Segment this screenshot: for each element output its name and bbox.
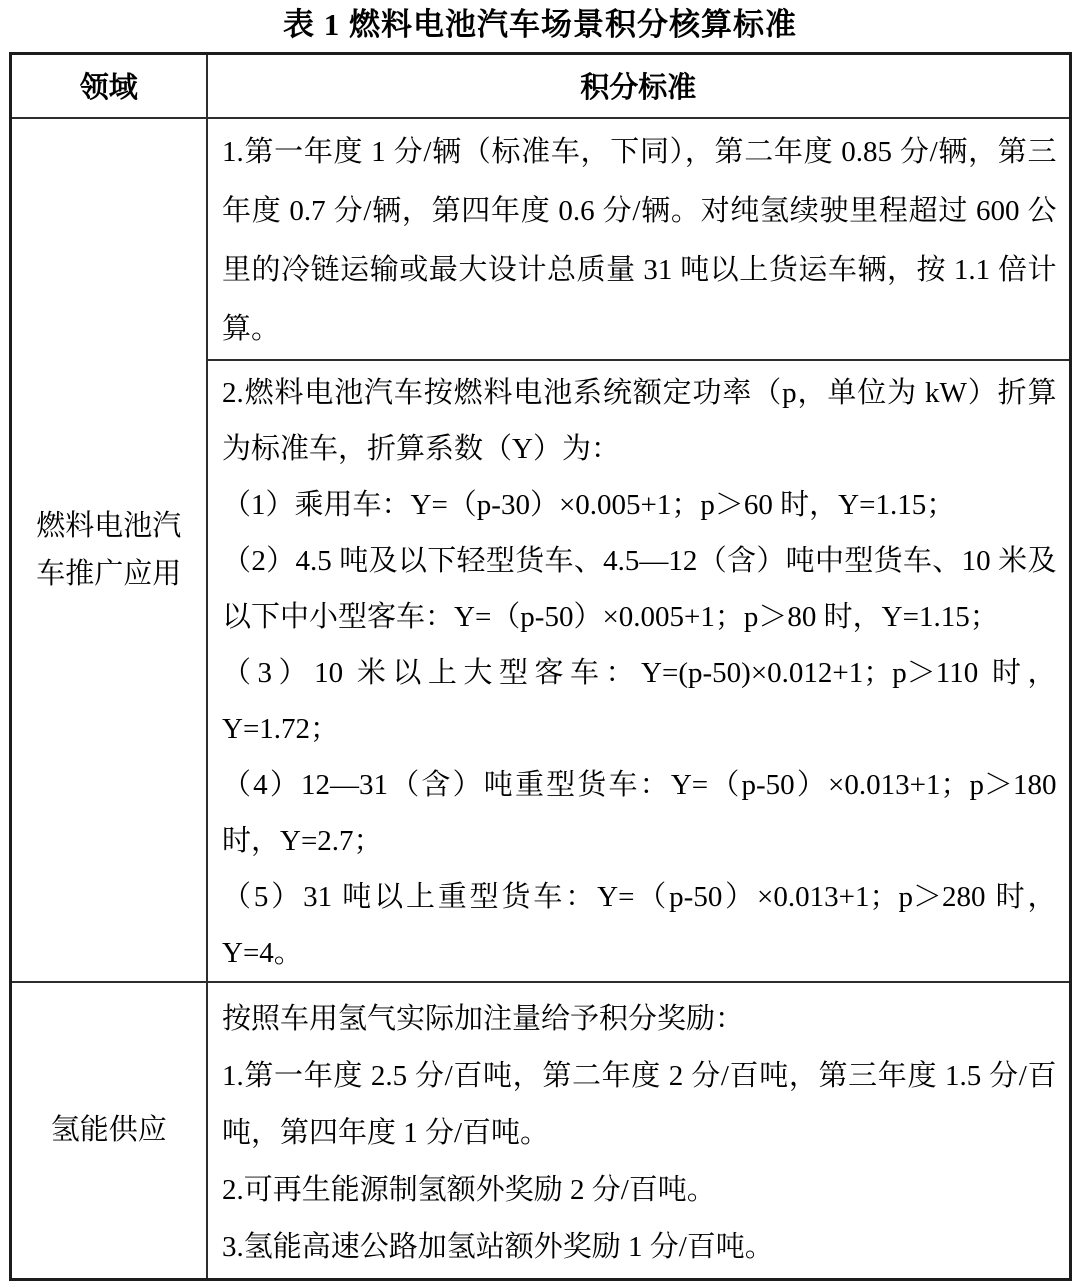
column-header-domain: 领域 [10, 54, 207, 118]
table-row [10, 118, 1070, 360]
domain-cell-fuel-cell-vehicle-promotion: 燃料电池汽车推广应用 [10, 118, 207, 982]
paragraph: （1）乘用车：Y=（p-30）×0.005+1；p＞60 时，Y=1.15； [222, 488, 956, 521]
standard-cell-annual-points [207, 118, 1070, 360]
standard-cell-hydrogen-refueling-rewards [207, 982, 1070, 1280]
domain-cell-hydrogen-supply: 氢能供应 [10, 982, 207, 1280]
paragraph: （4）12—31（含）吨重型货车：Y=（p-50）×0.013+1；p＞180 时，Y=2.7； [222, 768, 1057, 857]
paragraph: 2.可再生能源制氢额外奖励 2 分/百吨。 [222, 1173, 716, 1206]
scoring-standard-table [9, 52, 1072, 1281]
paragraph: （2）4.5 吨及以下轻型货车、4.5—12（含）吨中型货车、10 米及以下中小型客车：Y=（p-50）×0.005+1；p＞80 时，Y=1.15； [222, 544, 1057, 633]
standard-cell-power-conversion [207, 360, 1070, 982]
paragraph: （5）31 吨以上重型货车：Y=（p-50）×0.013+1；p＞280 时，Y=4。 [222, 880, 1057, 969]
paragraph: 2.燃料电池汽车按燃料电池系统额定功率（p，单位为 kW）折算为标准车，折算系数（Y）为： [222, 376, 1057, 465]
table-title: 表 1 燃料电池汽车场景积分核算标准 [283, 7, 797, 42]
paragraph: 按照车用氢气实际加注量给予积分奖励： [222, 1002, 745, 1035]
paragraph: 3.氢能高速公路加氢站额外奖励 1 分/百吨。 [222, 1230, 774, 1263]
header-row [10, 54, 1070, 118]
paragraph: （3）10 米以上大型客车：Y=(p-50)×0.012+1；p＞110 时，Y=1.72； [222, 656, 1057, 745]
table-row [10, 982, 1070, 1280]
paragraph: 1.第一年度 1 分/辆（标准车，下同），第二年度 0.85 分/辆，第三年度 0.7 分/辆，第四年度 0.6 分/辆。对纯氢续驶里程超过 600 公里的冷链运输或最大设计总质量 31 吨以上货运车辆，按 1.1 倍计算。 [222, 135, 1057, 345]
column-header-standard: 积分标准 [207, 54, 1070, 118]
paragraph: 1.第一年度 2.5 分/百吨，第二年度 2 分/百吨，第三年度 1.5 分/百吨，第四年度 1 分/百吨。 [222, 1059, 1057, 1149]
